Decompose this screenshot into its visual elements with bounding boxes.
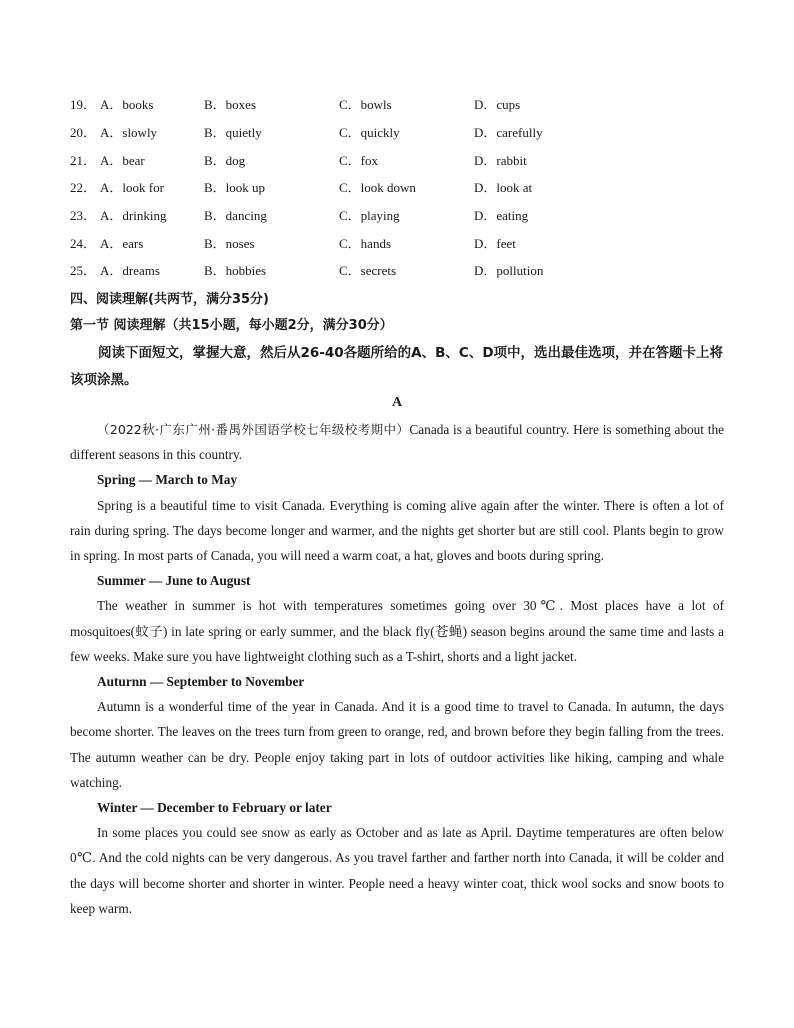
question-number: 20． [70, 125, 97, 141]
option-d: D．feet [474, 235, 516, 251]
passage-source: （2022秋·广东广州·番禺外国语学校七年级校考期中） [97, 422, 410, 437]
question-number: 23． [70, 208, 97, 224]
option-d: D．eating [474, 208, 529, 224]
instructions-text: 阅读下面短文，掌握大意，然后从26-40各题所给的A、B、C、D项中，选出最佳选项，并在答题卡上将该项涂黑。 [70, 345, 724, 388]
intro-text: Canada is a beautiful country. Here is something about the different seasons in this country. [70, 422, 724, 463]
option-b: B．hobbies [204, 263, 267, 279]
summer-heading: Summer — June to August [97, 573, 251, 589]
option-b: B．dog [204, 152, 246, 168]
question-row-22 [70, 173, 730, 201]
option-d: D．rabbit [474, 152, 527, 168]
passage-letter: A [391, 395, 403, 410]
option-d: D．carefully [474, 125, 543, 141]
question-number: 25． [70, 263, 97, 279]
option-c: C．look down [339, 180, 416, 196]
section-heading: 四、阅读理解(共两节，满分35分) [70, 292, 269, 307]
question-number: 24． [70, 235, 97, 251]
option-a: A．dreams [100, 263, 160, 279]
question-row-20 [70, 118, 730, 146]
option-c: C．hands [339, 235, 392, 251]
option-a: A．ears [100, 235, 144, 251]
option-a: A．bear [100, 152, 145, 168]
question-row-19 [70, 90, 730, 118]
winter-paragraph: In some places you could see snow as early as October and as late as April. Daytime temperatures are often below 0℃. And the cold nights can be very dangerous. As you travel farther and farther north into Canada, it will be colder and the days will become shorter and shorter in winter. People need a heavy winter coat, thick wool socks and snow boots to keep warm. [70, 825, 724, 916]
option-c: C．playing [339, 208, 400, 224]
option-d: D．cups [474, 97, 521, 113]
spring-heading: Spring — March to May [97, 472, 238, 488]
option-d: D．look at [474, 180, 533, 196]
question-number: 22． [70, 180, 97, 196]
option-a: A．look for [100, 180, 164, 196]
option-a: A．books [100, 97, 154, 113]
spring-paragraph: Spring is a beautiful time to visit Canada. Everything is coming alive again after the winter. There is often a lot of rain during spring. The days become longer and warmer, and the nights get shorter but are still cool. Plants begin to grow in spring. In most parts of Canada, you will need a warm coat, a hat, gloves and boots during spring. [70, 497, 724, 564]
option-a: A．drinking [100, 208, 167, 224]
option-b: B．look up [204, 180, 266, 196]
option-b: B．noses [204, 235, 255, 251]
autumn-paragraph: Autumn is a wonderful time of the year in Canada. And it is a good time to travel to Canada. In autumn, the days become shorter. The leaves on the trees turn from green to orange, red, and brown before they begin falling from the trees. The autumn weather can be dry. People enjoy taking part in lots of outdoor activities like hiking, camping and whale watching. [70, 699, 724, 790]
option-d: D．pollution [474, 263, 544, 279]
option-b: B．quietly [204, 125, 262, 141]
question-row-21 [70, 145, 730, 173]
autumn-heading: Auturnn — September to November [97, 674, 305, 690]
option-b: B．dancing [204, 208, 267, 224]
option-c: C．bowls [339, 97, 392, 113]
winter-heading: Winter — December to February or later [97, 800, 332, 816]
option-b: B．boxes [204, 97, 257, 113]
question-number: 19． [70, 97, 97, 113]
question-row-24 [70, 228, 730, 256]
subsection-heading: 第一节 阅读理解（共15小题，每小题2分，满分30分） [70, 318, 393, 333]
option-a: A．slowly [100, 125, 158, 141]
option-c: C．secrets [339, 263, 397, 279]
answer-options-list [70, 90, 730, 284]
reading-passage [70, 417, 724, 921]
passage-intro [70, 417, 724, 467]
option-c: C．quickly [339, 125, 400, 141]
question-row-25 [70, 256, 730, 284]
summer-paragraph: The weather in summer is hot with temperatures sometimes going over 30℃. Most places have a lot of mosquitoes(蚊子) in late spring or early summer, and the black fly(苍蝇) season begins around the same time and lasts a few weeks. Make sure you have lightweight clothing such as a T-shirt, shorts and a light jacket. [70, 598, 724, 664]
question-row-23 [70, 201, 730, 229]
option-c: C．fox [339, 152, 379, 168]
question-number: 21． [70, 152, 97, 168]
